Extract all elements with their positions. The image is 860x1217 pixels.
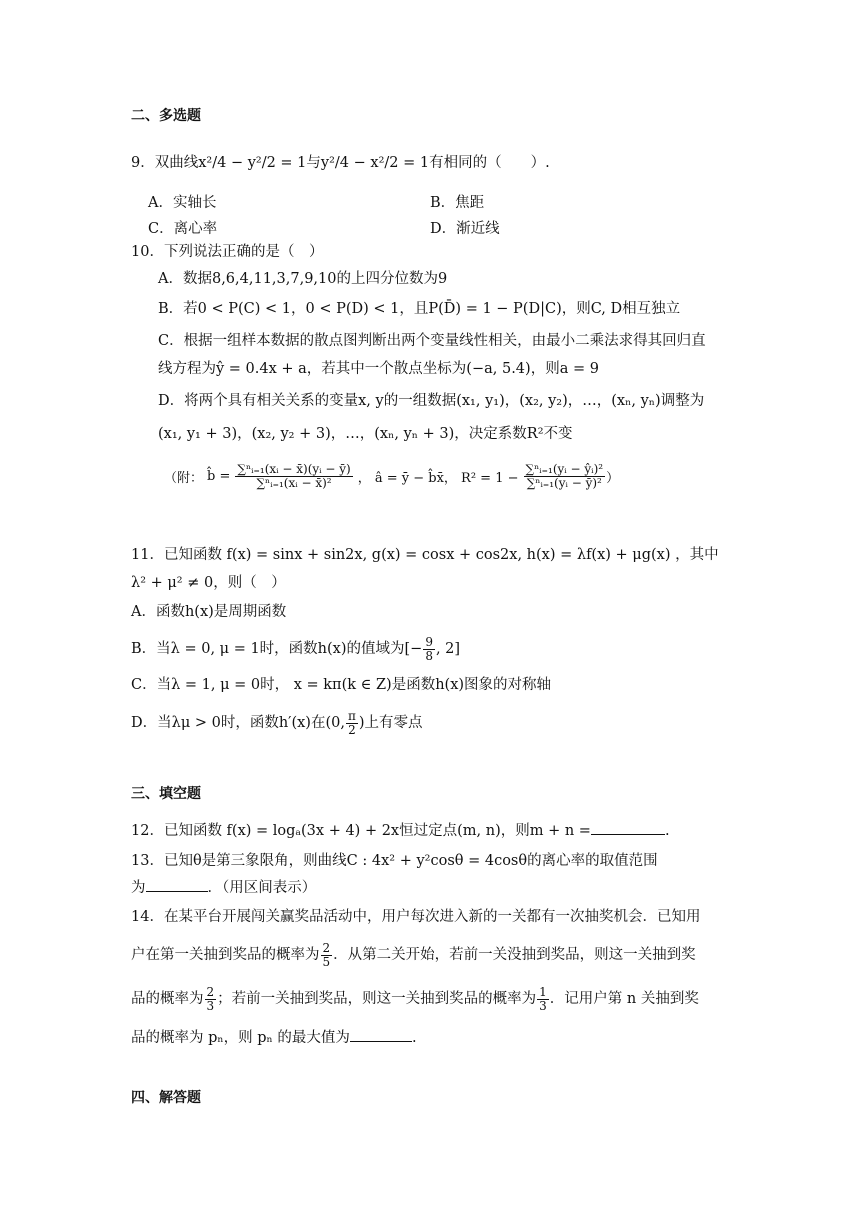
- q14-answer-blank[interactable]: [350, 1027, 412, 1042]
- q13-suffix: ．（用区间表示）: [207, 880, 317, 896]
- note-a-and-r: ， â = ȳ − b̂x̄， R² = 1 −: [357, 471, 519, 486]
- q11-d-numerator: π: [347, 708, 356, 723]
- section-title-multi-choice: 二、多选题: [131, 108, 201, 124]
- q10-option-d-line1: D．将两个具有相关关系的变量x, y的一组数据(x₁, y₁)，(x₂, y₂)，…，(xₙ, yₙ)调整为: [158, 393, 705, 409]
- q13-answer-blank[interactable]: [146, 877, 208, 892]
- question-11-stem-line1: 11．已知函数 f(x) = sinx + sin2x, g(x) = cosx + cos2x, h(x) = λf(x) + μg(x) ，其中: [131, 547, 719, 563]
- b-hat-fraction: [235, 463, 352, 490]
- question-14-line2: [131, 938, 696, 972]
- note-suffix: ）: [606, 471, 620, 486]
- b-hat-numerator: ∑ⁿᵢ₌₁(xᵢ − x̄)(yᵢ − ȳ): [237, 462, 351, 476]
- q9-option-b: B．焦距: [430, 195, 485, 211]
- q10-option-c-line2: 线方程为ŷ = 0.4x + a，若其中一个散点坐标为(−a, 5.4)，则a = 9: [158, 361, 599, 377]
- q13-prefix: 为: [131, 880, 146, 896]
- q10-option-a: A．数据8,6,4,11,3,7,9,10的上四分位数为9: [158, 271, 448, 287]
- question-9-stem: [131, 150, 550, 176]
- q14-line4-prefix: 品的概率为 pₙ，则 pₙ 的最大值为: [131, 1030, 350, 1046]
- q14-line3-prefix: 品的概率为: [131, 991, 204, 1007]
- q14-line2-suffix: ．从第二关开始，若前一关没抽到奖品，则这一关抽到奖: [333, 947, 696, 963]
- q14-fraction-3: [537, 986, 549, 1013]
- q11-b-fraction: [423, 636, 435, 663]
- note-prefix: （附：: [164, 471, 204, 486]
- question-14-line4: [131, 1027, 417, 1048]
- q9-option-d: D．渐近线: [430, 221, 500, 237]
- q12-text: 12．已知函数 f(x) = logₐ(3x + 4) + 2x恒过定点(m, n)，则m + n =: [131, 823, 591, 839]
- q9-mid: 与: [306, 155, 321, 171]
- r-squared-numerator: ∑ⁿᵢ₌₁(yᵢ − ŷᵢ)²: [525, 462, 604, 476]
- q10-option-b: B．若0 < P(C) < 1，0 < P(D) < 1，且P(D̄) = 1 − P(D|C)，则C, D相互独立: [158, 301, 681, 317]
- q11-option-c: C．当λ = 1, μ = 0时， x = kπ(k ∈ Z)是函数h(x)图象的对称轴: [131, 677, 552, 693]
- question-10-stem: 10．下列说法正确的是（ ）: [131, 244, 324, 260]
- q10-option-d-line2: (x₁, y₁ + 3)，(x₂, y₂ + 3)，…，(xₙ, yₙ + 3)，决定系数R²不变: [158, 426, 573, 442]
- q11-d-prefix: D．当λμ > 0时，函数h′(x)在(0,: [131, 715, 345, 731]
- q14-line2-prefix: 户在第一关抽到奖品的概率为: [131, 947, 320, 963]
- q11-option-d: [131, 708, 423, 738]
- q11-b-numerator: 9: [425, 634, 433, 649]
- q9-suffix: 有相同的（ ）.: [429, 155, 550, 171]
- q11-b-suffix: , 2]: [435, 641, 461, 657]
- question-14-line1: 14．在某平台开展闯关赢奖品活动中，用户每次进入新的一关都有一次抽奖机会．已知用: [131, 909, 701, 925]
- q11-d-fraction: [346, 710, 358, 737]
- section-title-answer: 四、解答题: [131, 1090, 201, 1106]
- q9-equation-2: y²/4 − x²/2 = 1: [320, 155, 430, 171]
- question-14-line3: [131, 982, 699, 1016]
- q11-option-a: A．函数h(x)是周期函数: [131, 604, 287, 620]
- r-squared-fraction: [524, 463, 606, 490]
- section-title-fill-blank: 三、填空题: [131, 786, 201, 802]
- q14-f2-numerator: 2: [206, 984, 215, 999]
- question-12: [131, 820, 670, 841]
- q10-formula-note: [164, 463, 619, 490]
- q14-fraction-1: [321, 942, 333, 969]
- q9-prefix: 9．双曲线: [131, 155, 199, 171]
- q14-f2-denominator: 3: [206, 998, 215, 1013]
- q14-f1-numerator: 2: [322, 940, 331, 955]
- q9-option-a: A．实轴长: [148, 195, 217, 211]
- q14-f3-denominator: 3: [539, 998, 547, 1013]
- r-squared-denominator: ∑ⁿᵢ₌₁(yᵢ − ȳ)²: [526, 476, 602, 490]
- q14-f3-numerator: 1: [539, 984, 547, 999]
- q11-b-prefix: B．当λ = 0, μ = 1时，函数h(x)的值域为[−: [131, 641, 423, 657]
- q12-answer-blank[interactable]: [591, 820, 665, 835]
- q11-option-b: [131, 634, 460, 664]
- note-b-label: b̂ =: [207, 469, 231, 484]
- q9-option-c: C．离心率: [148, 221, 218, 237]
- q12-end: .: [664, 823, 670, 839]
- q14-fraction-2: [205, 986, 217, 1013]
- q9-equation-1: x²/4 − y²/2 = 1: [198, 155, 307, 171]
- q11-d-denominator: 2: [348, 722, 356, 737]
- question-13-line1: 13．已知θ是第三象限角，则曲线C : 4x² + y²cosθ = 4cosθ的离心率的取值范围: [131, 853, 658, 869]
- q14-line3-suffix: ．记用户第 n 关抽到奖: [549, 991, 699, 1007]
- q14-f1-denominator: 5: [322, 954, 331, 969]
- question-13-line2: [131, 877, 316, 898]
- q14-line4-suffix: .: [411, 1030, 417, 1046]
- q11-b-denominator: 8: [425, 648, 433, 663]
- q14-line3-mid: ；若前一关抽到奖品，则这一关抽到奖品的概率为: [217, 991, 537, 1007]
- q10-option-c-line1: C．根据一组样本数据的散点图判断出两个变量线性相关，由最小二乘法求得其回归直: [158, 333, 706, 349]
- q11-d-suffix: )上有零点: [358, 715, 423, 731]
- b-hat-denominator: ∑ⁿᵢ₌₁(xᵢ − x̄)²: [256, 476, 332, 490]
- question-11-stem-line2: λ² + μ² ≠ 0，则（ ）: [131, 575, 286, 591]
